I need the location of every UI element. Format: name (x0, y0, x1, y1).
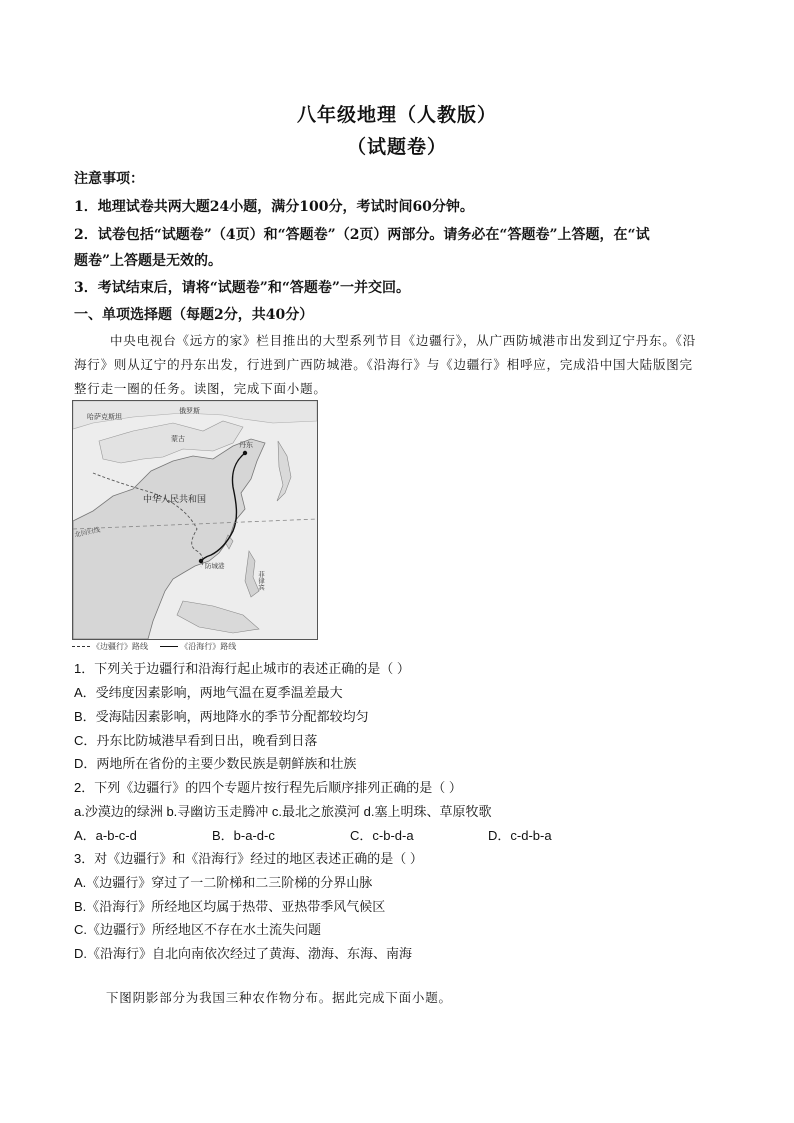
question-3-option-c: C.《边疆行》所经地区不存在水土流失问题 (74, 922, 322, 937)
section-heading: 一、单项选择题（每题2分，共40分） (74, 307, 314, 323)
next-question-intro: 下图阴影部分为我国三种农作物分布。据此完成下面小题。 (106, 990, 452, 1005)
philippines-label: 菲律宾 (257, 571, 265, 591)
legend-solid-swatch (160, 646, 178, 647)
intro-line-2: 海行》则从辽宁的丹东出发，行进到广西防城港。《沿海行》与《边疆行》相呼应，完成沿中国大陆版图完 (74, 357, 693, 372)
fangchenggang-label: 防城港 (205, 562, 225, 570)
route-map (72, 400, 318, 640)
kazakhstan-label: 哈萨克斯坦 (87, 413, 122, 421)
tropic-label: 北回归线 (73, 525, 101, 539)
notes-item-3: 3．考试结束后，请将“试题卷”和“答题卷”一并交回。 (74, 280, 410, 296)
fangchenggang-marker (199, 559, 203, 563)
route-map-drawing (73, 401, 317, 639)
notes-item-1: 1．地理试卷共两大题24小题，满分100分，考试时间60分钟。 (74, 199, 474, 215)
page-subtitle: （试题卷） (346, 136, 447, 158)
question-2-stem: 2．下列《边疆行》的四个专题片按行程先后顺序排列正确的是（ ） (74, 780, 462, 795)
question-1-option-a: A．受纬度因素影响，两地气温在夏季温差最大 (74, 685, 343, 700)
intro-line-1: 中央电视台《远方的家》栏目推出的大型系列节目《边疆行》，从广西防城港市出发到辽宁丹东。《沿 (110, 333, 697, 348)
question-1-option-d: D．两地所在省份的主要少数民族是朝鲜族和壮族 (74, 756, 357, 771)
question-3-option-b: B.《沿海行》所经地区均属于热带、亚热带季风气候区 (74, 899, 386, 914)
question-2-option-d: D．c-d-b-a (488, 828, 552, 843)
question-3-stem: 3．对《边疆行》和《沿海行》经过的地区表述正确的是（ ） (74, 851, 423, 866)
mongolia-label: 蒙古 (171, 435, 185, 443)
question-1-option-c: C．丹东比防城港早看到日出，晚看到日落 (74, 733, 318, 748)
notes-heading: 注意事项： (74, 171, 144, 187)
china-label: 中华人民共和国 (143, 495, 207, 505)
legend-dashed-swatch (72, 646, 90, 647)
dandong-marker (243, 451, 247, 455)
intro-line-3: 整行走一圈的任务。读图，完成下面小题。 (74, 381, 327, 396)
notes-item-2-cont: 题卷”上答题是无效的。 (74, 253, 223, 269)
notes-item-2: 2．试卷包括“试题卷”（4页）和“答题卷”（2页）两部分。请务必在“答题卷”上答题，在“试 (74, 227, 650, 243)
map-legend (72, 641, 236, 652)
question-2-option-c: C．c-b-d-a (350, 828, 414, 843)
question-1-option-b: B．受海陆因素影响，两地降水的季节分配都较均匀 (74, 709, 369, 724)
dandong-label: 丹东 (239, 441, 253, 449)
question-3-option-d: D.《沿海行》自北向南依次经过了黄海、渤海、东海、南海 (74, 946, 413, 961)
page-title: 八年级地理（人教版） (296, 104, 497, 126)
legend-coast-route: 《沿海行》路线 (180, 642, 237, 651)
russia-label: 俄罗斯 (179, 407, 200, 415)
question-2-items: a.沙漠边的绿洲 b.寻幽访玉走腾冲 c.最北之旅漠河 d.塞上明珠、草原牧歌 (74, 804, 492, 819)
question-1-stem: 1．下列关于边疆行和沿海行起止城市的表述正确的是（ ） (74, 661, 410, 676)
question-2-option-a: A．a-b-c-d (74, 828, 137, 843)
legend-border-route: 《边疆行》路线 (92, 642, 148, 651)
question-2-option-b: B．b-a-d-c (212, 828, 275, 843)
question-3-option-a: A.《边疆行》穿过了一二阶梯和二三阶梯的分界山脉 (74, 875, 373, 890)
